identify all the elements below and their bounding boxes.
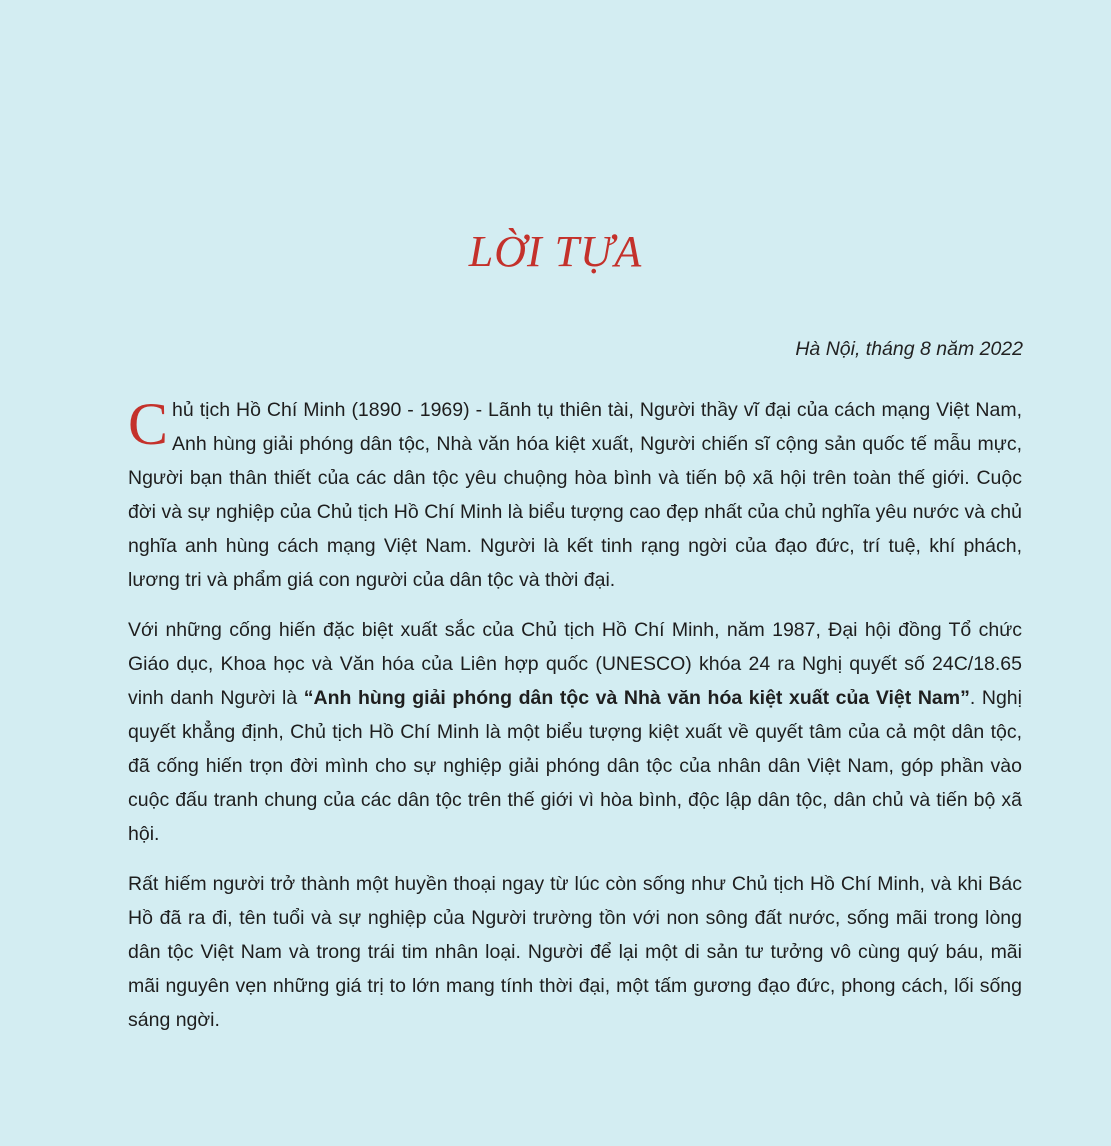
paragraph-2-text-after: . Nghị quyết khẳng định, Chủ tịch Hồ Chí Minh là một biểu tượng kiệt xuất về quyết tâm của cả một dân tộc, đã cống hiến trọn đời mình cho sự nghiệp giải phóng dân tộc của nhân dân Việt Nam, góp phần vào cuộc đấu tranh chung của các dân tộc trên thế giới vì hòa bình, độc lập dân tộc, dân chủ và tiến bộ xã hội. — [128, 687, 1022, 845]
paragraph-1 — [128, 393, 1022, 597]
page-title: LỜI TỰA — [468, 227, 643, 276]
unesco-title-quote: “Anh hùng giải phóng dân tộc và Nhà văn hóa kiệt xuất của Việt Nam” — [303, 687, 970, 709]
preface-body — [128, 393, 1022, 1053]
paragraph-1-text: hủ tịch Hồ Chí Minh (1890 - 1969) - Lãnh tụ thiên tài, Người thầy vĩ đại của cách mạng Việt Nam, Anh hùng giải phóng dân tộc, Nhà văn hóa kiệt xuất, Người chiến sĩ cộng sản quốc tế mẫu mực, Người bạn thân thiết của các dân tộc yêu chuộng hòa bình và tiến bộ xã hội trên toàn thế giới. Cuộc đời và sự nghiệp của Chủ tịch Hồ Chí Minh là biểu tượng cao đẹp nhất của chủ nghĩa yêu nước và chủ nghĩa anh hùng cách mạng Việt Nam. Người là kết tinh rạng ngời của đạo đức, trí tuệ, khí phách, lương tri và phẩm giá con người của dân tộc và thời đại. — [128, 399, 1022, 591]
paragraph-2-text-before: Với những cống hiến đặc biệt xuất sắc của Chủ tịch Hồ Chí Minh, năm 1987, Đại hội đồng Tổ chức Giáo dục, Khoa học và Văn hóa của Liên hợp quốc (UNESCO) khóa 24 ra Nghị quyết số 24C/18.65 vinh danh Người là — [128, 619, 1022, 709]
paragraph-2 — [128, 613, 1022, 851]
drop-cap: C — [128, 391, 169, 457]
paragraph-3-text: Rất hiếm người trở thành một huyền thoại ngay từ lúc còn sống như Chủ tịch Hồ Chí Minh, và khi Bác Hồ đã ra đi, tên tuổi và sự nghiệp của Người trường tồn với non sông đất nước, sống mãi trong lòng dân tộc Việt Nam và trong trái tim nhân loại. Người để lại một di sản tư tưởng vô cùng quý báu, mãi mãi nguyên vẹn những giá trị to lớn mang tính thời đại, một tấm gương đạo đức, phong cách, lối sống sáng ngời. — [128, 873, 1022, 1031]
paragraph-3 — [128, 867, 1022, 1037]
dateline: Hà Nội, tháng 8 năm 2022 — [795, 338, 1023, 360]
